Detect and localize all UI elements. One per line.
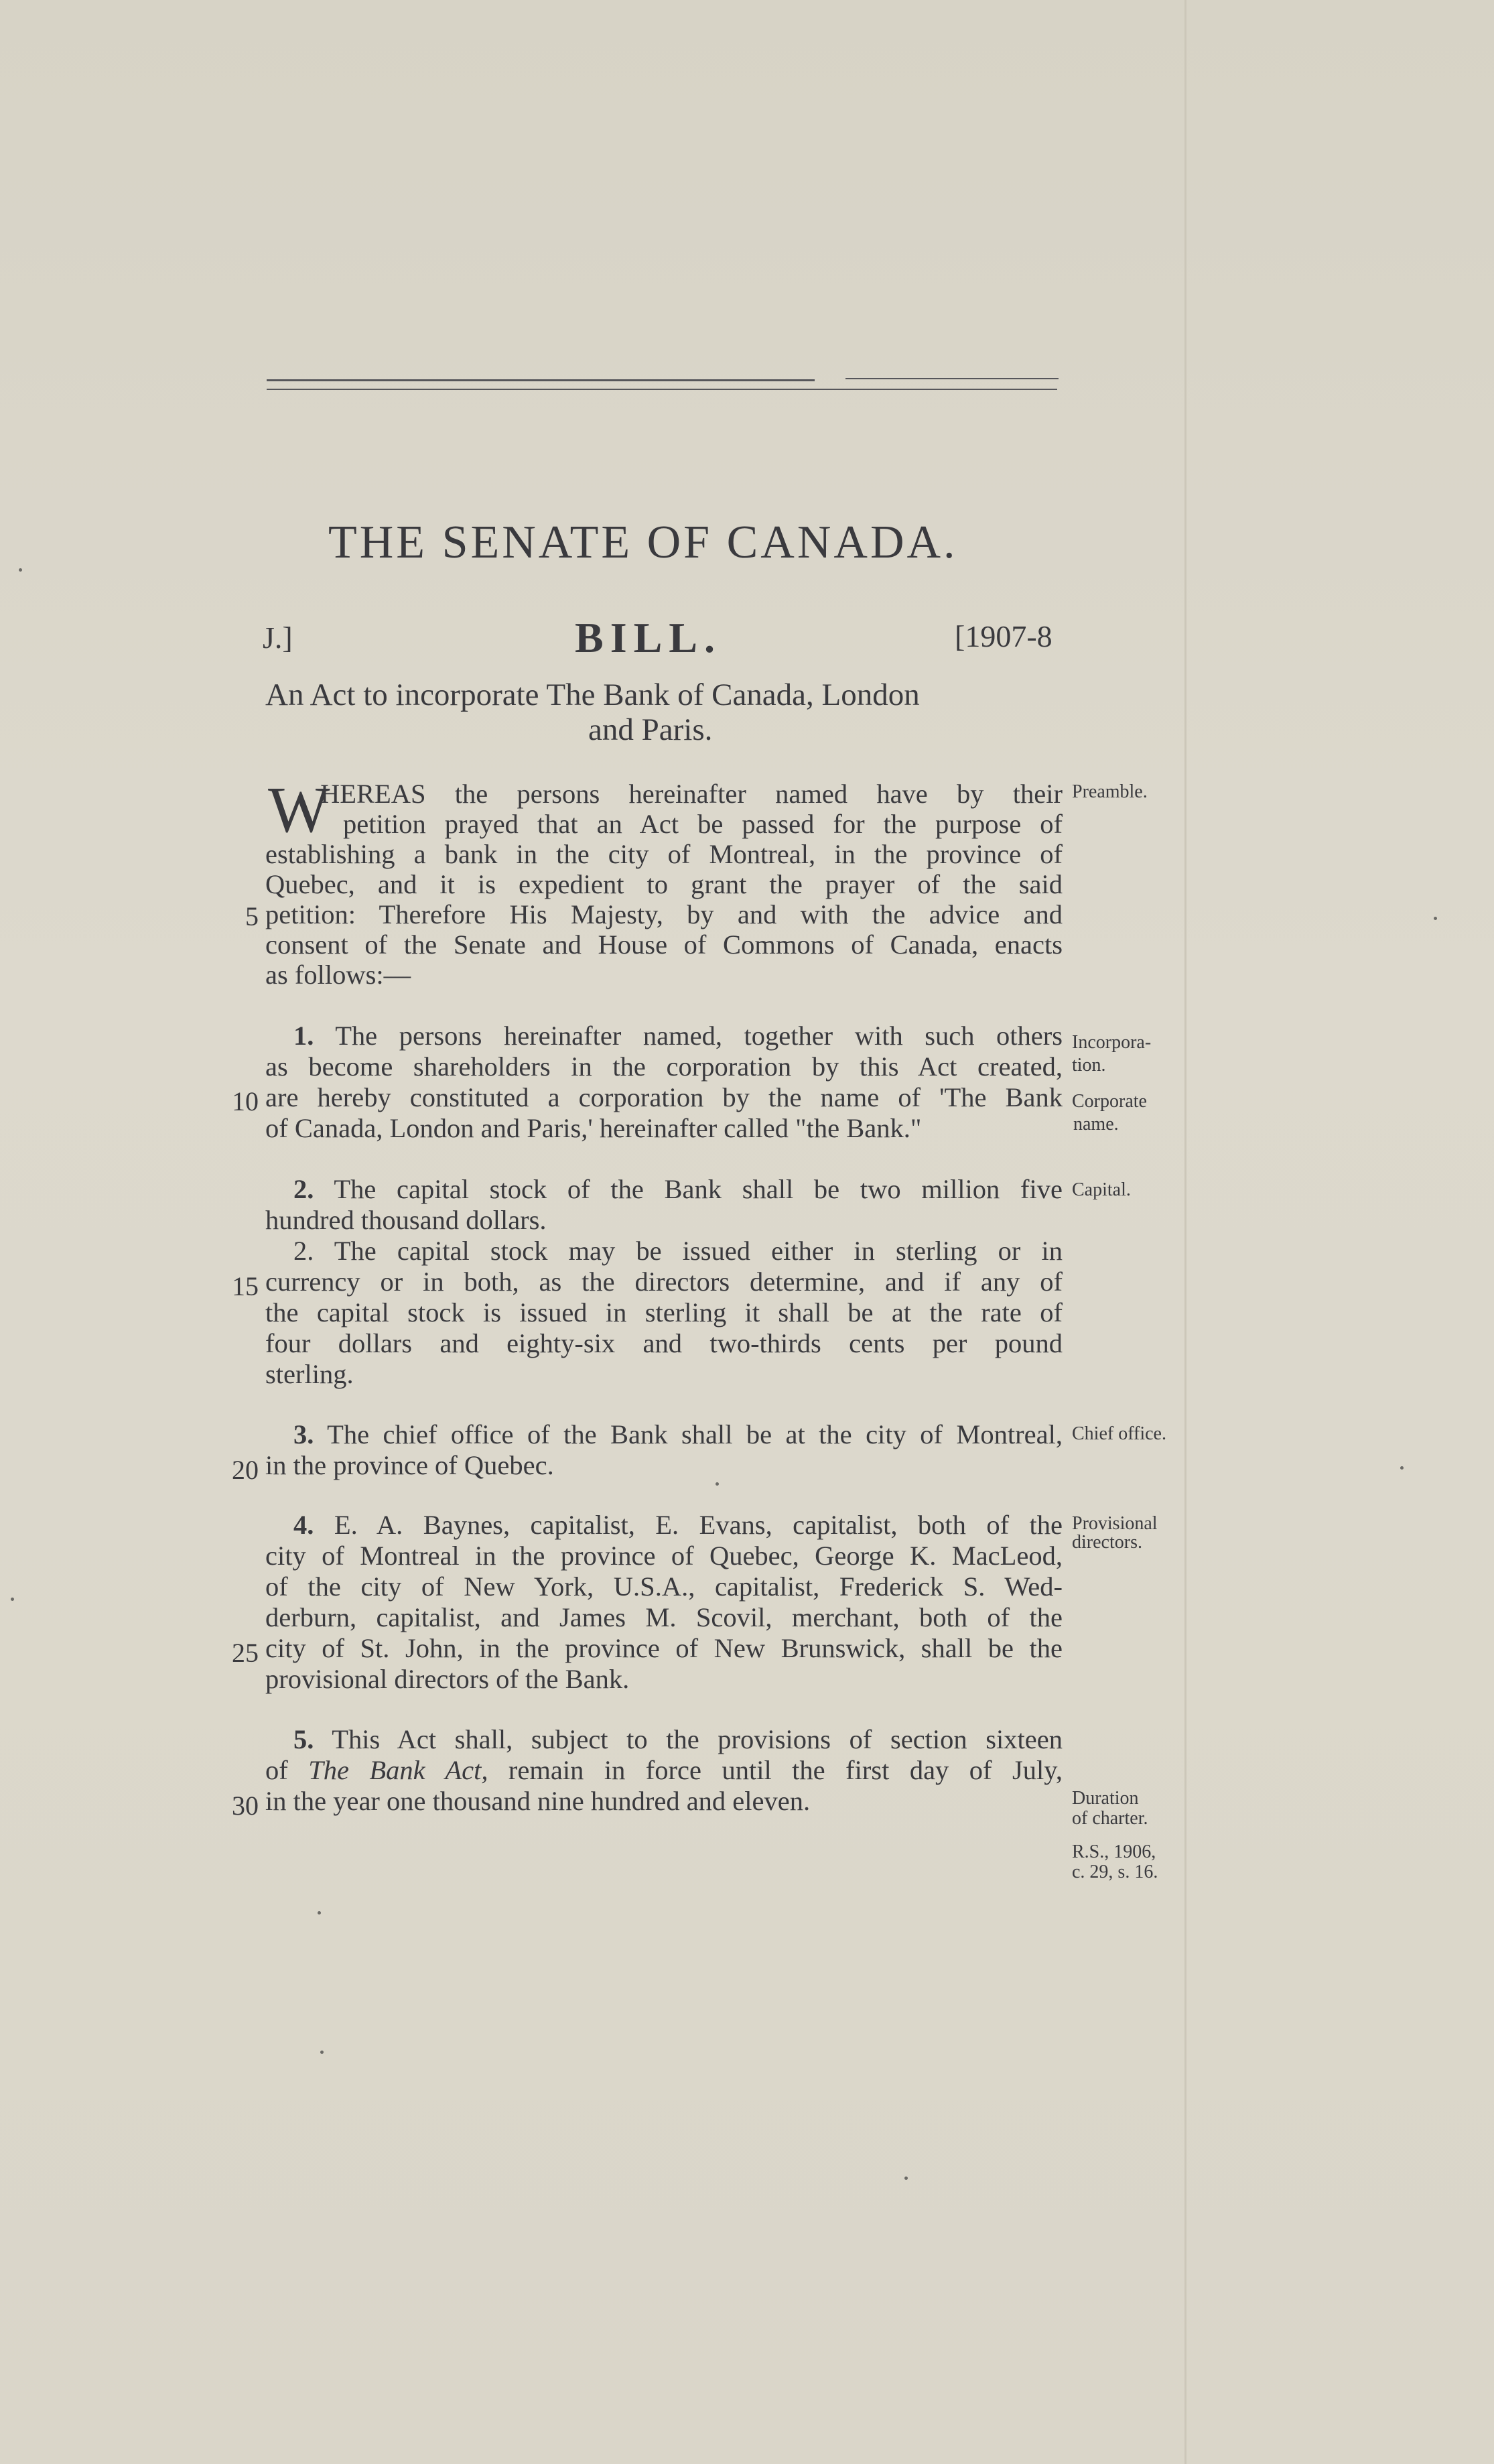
line-number: 15 <box>232 1271 259 1301</box>
margin-note-statute: R.S., 1906, <box>1072 1841 1156 1862</box>
preamble-line: Quebec, and it is expedient to grant the prayer of the said <box>265 869 1063 899</box>
margin-note-incorporation: tion. <box>1072 1055 1106 1076</box>
preamble-line: petition prayed that an Act be passed for the purpose of <box>343 809 1063 839</box>
preamble-line: as follows:— <box>265 960 411 990</box>
section-1-line: of Canada, London and Paris,' hereinafter called "the Bank." <box>265 1113 922 1143</box>
section-number: 4. <box>293 1510 314 1540</box>
section-2-line: currency or in both, as the directors determine, and if any of <box>265 1267 1063 1297</box>
section-5-line: in the year one thousand nine hundred and eleven. <box>265 1786 811 1816</box>
header-rule-top-right <box>845 378 1059 379</box>
margin-note-duration: of charter. <box>1072 1808 1148 1829</box>
section-2-line: hundred thousand dollars. <box>265 1205 547 1235</box>
line-number: 25 <box>232 1638 259 1668</box>
margin-note-provisional-directors: directors. <box>1072 1532 1142 1553</box>
margin-note-duration: Duration <box>1072 1788 1139 1809</box>
act-title-line-2: and Paris. <box>588 712 713 747</box>
section-4-line: city of Montreal in the province of Quebec, George K. MacLeod, <box>265 1541 1063 1571</box>
margin-note-chief-office: Chief office. <box>1072 1423 1166 1444</box>
bill-reference: J.] <box>263 621 293 655</box>
session-year: [1907-8 <box>955 619 1052 653</box>
section-number: 3. <box>293 1419 314 1449</box>
act-citation: The Bank Act, <box>308 1755 488 1785</box>
margin-note-corporate-name: name. <box>1073 1114 1119 1134</box>
preamble-line: consent of the Senate and House of Commons of Canada, enacts <box>265 929 1063 960</box>
margin-note-statute: c. 29, s. 16. <box>1072 1862 1158 1882</box>
section-4-line: derburn, capitalist, and James M. Scovil, merchant, both of the <box>265 1602 1063 1632</box>
margin-note-corporate-name: Corporate <box>1072 1091 1147 1112</box>
section-1-line: as become shareholders in the corporation by this Act created, <box>265 1051 1063 1082</box>
act-title-line-1: An Act to incorporate The Bank of Canada, London <box>265 677 920 712</box>
section-4-line: 4. E. A. Baynes, capitalist, E. Evans, capitalist, both of the <box>293 1510 1063 1540</box>
section-2-line: four dollars and eighty-six and two-thirds cents per pound <box>265 1328 1063 1358</box>
line-number: 10 <box>232 1086 259 1116</box>
section-4-line: of the city of New York, U.S.A., capitalist, Frederick S. Wed- <box>265 1571 1063 1602</box>
section-2-line: the capital stock is issued in sterling it shall be at the rate of <box>265 1297 1063 1327</box>
section-5-line: 5. This Act shall, subject to the provisions of section sixteen <box>293 1724 1063 1754</box>
header-rule-bottom <box>267 389 1057 390</box>
section-4-line: city of St. John, in the province of New Brunswick, shall be the <box>265 1633 1063 1663</box>
senate-heading: THE SENATE OF CANADA. <box>328 517 958 568</box>
section-2-line: sterling. <box>265 1359 354 1389</box>
line-number: 20 <box>232 1455 259 1485</box>
line-number: 30 <box>232 1791 259 1821</box>
section-1-line: are hereby constituted a corporation by the name of 'The Bank <box>265 1082 1063 1112</box>
margin-note-provisional-directors: Provisional <box>1072 1513 1158 1534</box>
bill-label: BILL. <box>575 614 722 661</box>
section-2-line: 2. The capital stock may be issued either in sterling or in <box>293 1236 1063 1266</box>
section-3-line: in the province of Quebec. <box>265 1450 554 1480</box>
preamble-dropcap: W <box>268 774 330 846</box>
section-number: 1. <box>293 1021 314 1051</box>
margin-note-preamble: Preamble. <box>1072 781 1148 802</box>
section-5-line: of The Bank Act, remain in force until the first day of July, <box>265 1755 1063 1785</box>
section-number: 5. <box>293 1724 314 1754</box>
header-rule-top <box>267 379 815 381</box>
section-1-line: 1. The persons hereinafter named, together with such others <box>293 1021 1063 1051</box>
section-number: 2. <box>293 1174 314 1204</box>
margin-note-capital: Capital. <box>1072 1179 1131 1200</box>
section-2-line: 2. The capital stock of the Bank shall be two million five <box>293 1174 1063 1204</box>
page-fold <box>1184 0 1186 2464</box>
section-3-line: 3. The chief office of the Bank shall be at the city of Montreal, <box>293 1419 1063 1449</box>
preamble-line: HEREAS the persons hereinafter named have by their <box>320 779 1063 809</box>
preamble-line: establishing a bank in the city of Montreal, in the province of <box>265 839 1063 869</box>
preamble-line: petition: Therefore His Majesty, by and with the advice and <box>265 899 1063 929</box>
line-number: 5 <box>245 901 259 931</box>
section-4-line: provisional directors of the Bank. <box>265 1664 630 1694</box>
margin-note-incorporation: Incorpora- <box>1072 1032 1152 1053</box>
